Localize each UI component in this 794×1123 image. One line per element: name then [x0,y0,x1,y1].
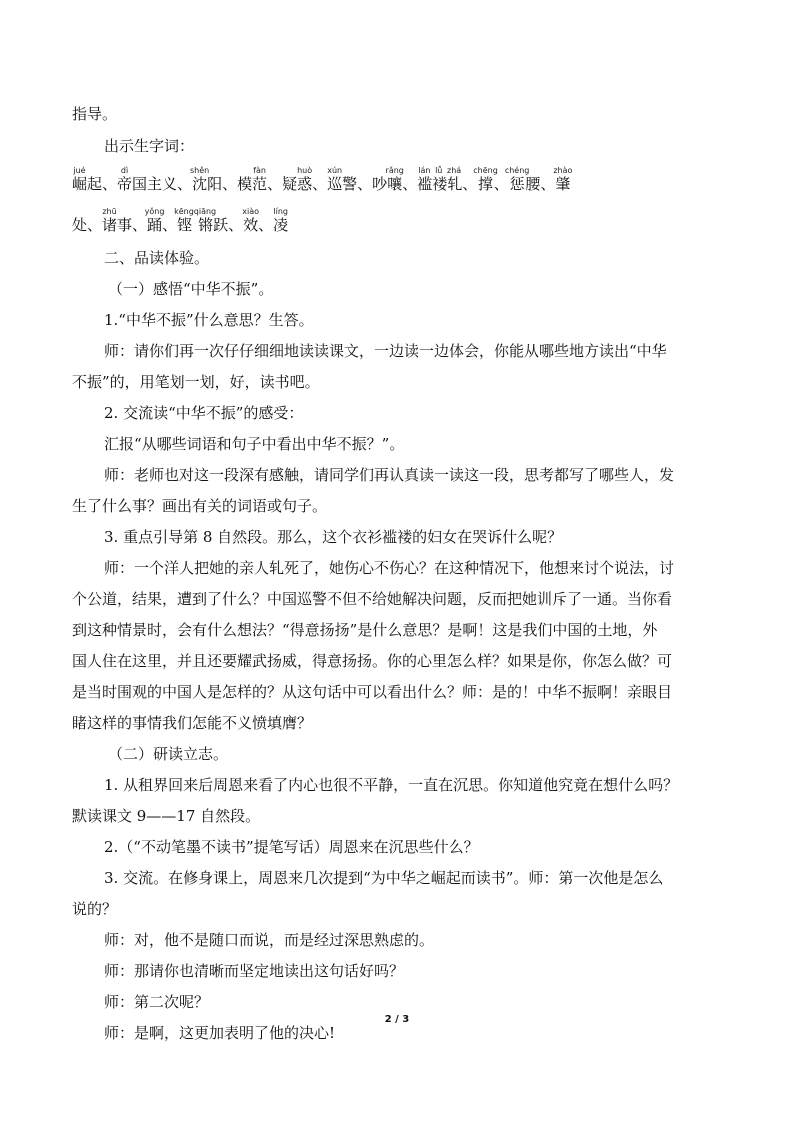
vocab-text: 、 [162,216,178,234]
vocab-word: 诸zhū [102,207,118,234]
teacher-line: 师：那请你也清晰而坚定地读出这句话好吗？ [104,962,405,980]
pinyin-annotation: kēngqiāng [174,207,217,216]
vocab-word: 肇zhào [553,166,573,193]
section-heading-2: 二、品读体验。 [104,249,210,267]
question-2: 2. 交流读“中华不振”的感受： [104,404,304,422]
subsection-heading-1: （一）感悟“中华不振”。 [108,280,274,298]
teacher-line: 不振”的，用笔划一划，好，读书吧。 [72,373,320,391]
question-3: 3. 重点引导第 8 自然段。那么，这个衣衫褴褛的妇女在哭诉什么呢？ [104,528,563,546]
pinyin-annotation: shěn [189,166,210,175]
vocab-word: 嚷rǎng [385,166,404,193]
pinyin-annotation: fàn [252,166,268,175]
teacher-line: 师：是啊，这更加表明了他的决心! [104,1024,336,1042]
vocab-word: 撑chēng [473,166,498,193]
vocab-word: 崛jué [72,166,88,193]
study-item-1: 1. 从租界回来后周恩来看了内心也很不平静，一直在沉思。你知道他究竟在想什么吗？ [104,776,679,794]
vocab-text: 国主义、 [132,175,193,193]
teacher-line: 生了什么事？画出有关的词语或句子。 [72,497,328,515]
pinyin-annotation: líng [273,207,289,216]
vocab-text: 腰、 [525,175,556,193]
vocab-text: 、 [493,175,509,193]
vocab-word: 效xiào [242,207,260,234]
vocab-text: 处、 [72,216,103,234]
teacher-line: 师：老师也对这一段深有感触，请同学们再认真读一读这一段，思考都写了哪些人，发 [104,466,675,484]
vocab-text: 、 [402,175,418,193]
vocab-word: 踊yǒng [144,207,165,234]
page-number: 2 / 3 [384,1014,410,1025]
teacher-line: 个公道，结果，遭到了什么？中国巡警不但不给她解决问题，反而把她训斥了一通。当你看 [72,590,673,608]
vocab-word: 铿锵kēngqiāng [174,207,217,234]
vocab-word: 惩chéng [504,166,530,193]
pinyin-annotation: jué [72,166,87,175]
vocab-word: 凌líng [273,207,289,234]
subsection-heading-2: （二）研读立志。 [108,745,229,763]
pinyin-annotation: lán lǚ zhá [417,166,463,175]
teacher-line: 国人住在这里，并且还要耀武扬威，得意扬扬。你的心里怎么样？如果是你，你怎么做？可 [72,652,673,670]
teacher-line: 是当时围观的中国人是怎样的？从这句话中可以看出什么？师：是的！中华不振啊！亲眼目 [72,683,673,701]
vocab-text: 、 [462,175,478,193]
study-item-3: 3. 交流。在修身课上，周恩来几次提到“为中华之崛起而读书”。师：第一次他是怎么 [104,869,664,887]
paragraph-show-words: 出示生字词： [104,137,195,155]
vocab-line-1 [72,166,722,194]
teacher-line: 到这种情景时，会有什么想法？“得意扬扬”是什么意思？是啊！这是我们中国的土地，外 [72,621,658,639]
vocab-text: 起、 [87,175,118,193]
teacher-line: 睹这样的事情我们怎能不义愤填膺？ [72,714,313,732]
pinyin-annotation: xún [327,166,343,175]
question-1: 1.“中华不振”什么意思？生答。 [104,311,314,329]
vocab-word: 沈shěn [189,166,210,193]
teacher-line: 师：第二次呢？ [104,993,210,1011]
vocab-text: 事、 [117,216,148,234]
vocab-text: 跃、 [213,216,244,234]
vocab-text: 、 [258,216,274,234]
paragraph-guidance: 指导。 [72,105,118,123]
vocab-text: 警、吵 [342,175,388,193]
pinyin-annotation: chéng [504,166,530,175]
vocab-line-2 [72,207,722,235]
vocab-word: 褴褛轧lán lǚ zhá [417,166,463,193]
teacher-line: 师：对，他不是随口而说，而是经过深思熟虑的。 [104,931,435,949]
teacher-line: 师：一个洋人把她的亲人轧死了，她伤心不伤心？在这种情况下，他想来讨个说法，讨 [104,559,675,577]
vocab-word: 巡xún [327,166,343,193]
pinyin-annotation: yǒng [144,207,165,216]
study-item-3: 说的？ [72,900,118,918]
vocab-word: 帝dì [117,166,133,193]
teacher-line: 师：请你们再一次仔仔细细地读读课文，一边读一边体会，你能从哪些地方读出“中华 [104,342,667,360]
vocab-word: 惑huò [297,166,313,193]
pinyin-annotation: huò [297,166,313,175]
pinyin-annotation: zhào [553,166,573,175]
pinyin-annotation: xiào [242,207,260,216]
report-line: 汇报“从哪些词语和句子中看出中华不振？”。 [104,435,405,453]
study-item-2: 2.（“不动笔墨不读书”提笔写话）周恩来在沉思些什么？ [104,838,479,856]
pinyin-annotation: zhū [102,207,118,216]
pinyin-annotation: rǎng [385,166,404,175]
vocab-text: 、 [312,175,328,193]
vocab-text: 阳、模 [207,175,253,193]
study-item-1: 默读课文 9——17 自然段。 [72,807,261,825]
pinyin-annotation: chēng [473,166,498,175]
pinyin-annotation: dì [117,166,133,175]
vocab-text: 、疑 [267,175,298,193]
vocab-word: 范fàn [252,166,268,193]
